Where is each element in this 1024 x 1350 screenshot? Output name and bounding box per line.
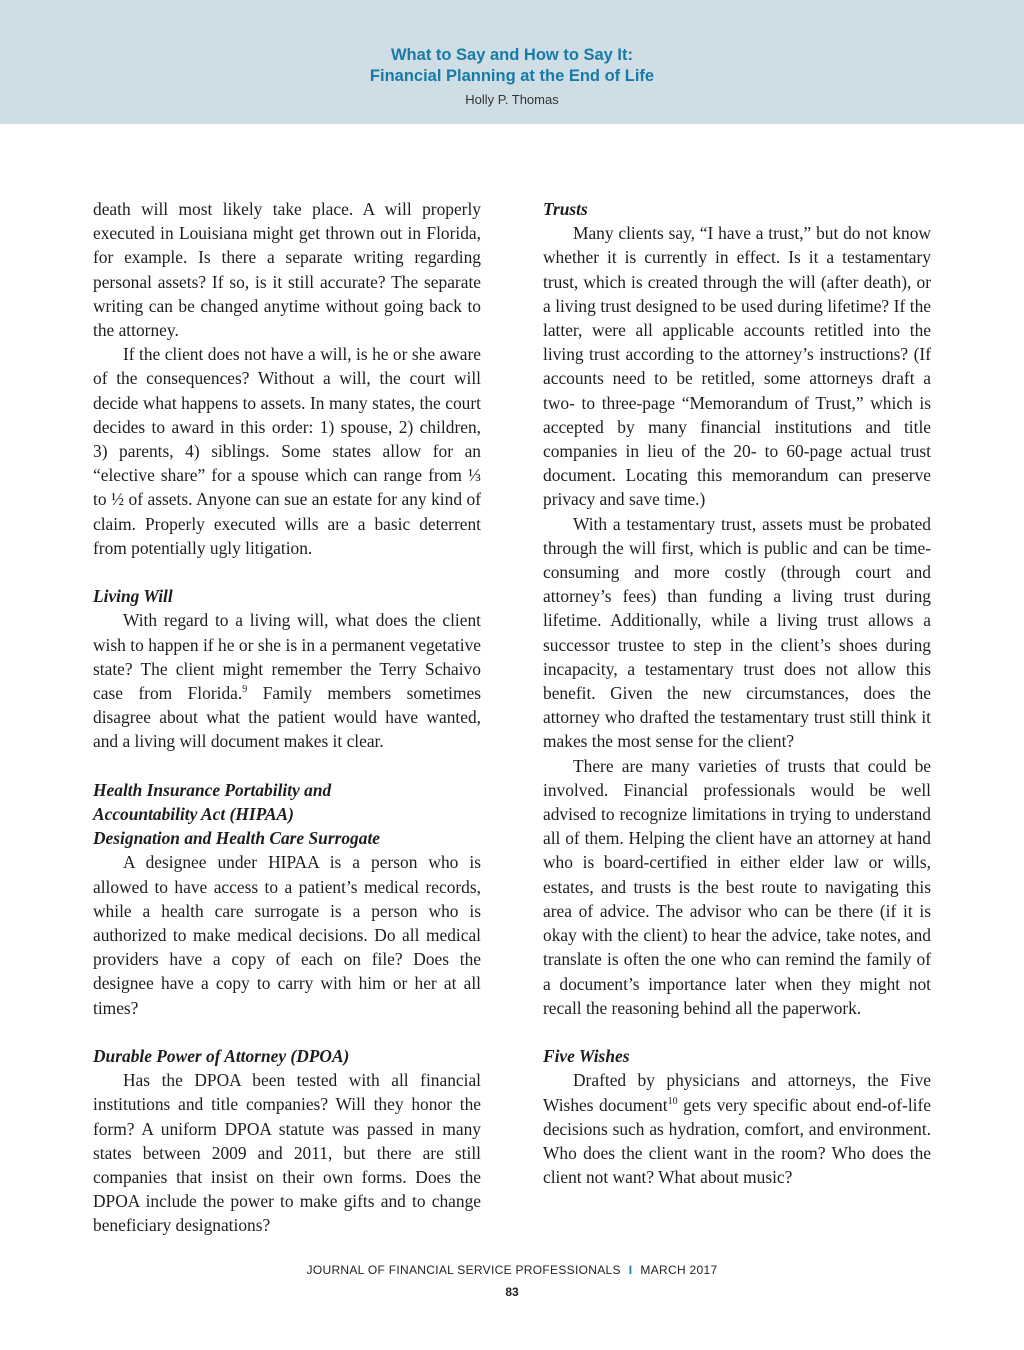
article-author: Holly P. Thomas <box>465 92 559 107</box>
trusts-paragraph-1: Many clients say, “I have a trust,” but do not know whether it is currently in effect. Is it a testamentary trust, which is created through the will (after death), or a living trust designed to be used during lifetime? If the latter, were all applicable accounts retitled into the living trust according to the attorney’s instructions? (If accounts need to be retitled, some attorneys draft a two- to three-page “Memorandum of Trust,” which is accepted by many financial institutions and title companies in lieu of the 20- to 60-page actual trust document. Locating this memorandum can preserve privacy and save time.) <box>543 223 931 510</box>
five-wishes-heading: Five Wishes <box>543 1046 630 1067</box>
hipaa-heading-line3: Designation and Health Care Surrogate <box>93 828 380 849</box>
five-wishes-paragraph: Drafted by physicians and attorneys, the Five Wishes document$^{10}$ gets very specific about end-of-life decisions such as hydration, comfort, and environment. Who does the client want in the room? Who does the client not want? What about music? <box>543 1070 931 1188</box>
footer-separator: I <box>628 1263 633 1277</box>
dpoa-heading: Durable Power of Attorney (DPOA) <box>93 1046 350 1067</box>
footer-journal-line <box>0 1263 1024 1277</box>
will-paragraph-1: death will most likely take place. A will properly executed in Louisiana might get thrown out in Florida, for example. Is there a separate writing regarding personal assets? If so, is it still accurate? The separate writing can be changed anytime without going back to the attorney. <box>93 199 481 341</box>
hipaa-heading-line2: Accountability Act (HIPAA) <box>93 804 294 825</box>
hipaa-heading-line1: Health Insurance Portability and <box>93 779 332 800</box>
trusts-paragraph-3: There are many varieties of trusts that could be involved. Financial professionals would be well advised to recognize limitations in trying to understand all of them. Helping the client have an attorney at hand who is board-certified in either elder law or wills, estates, and trusts is the best route to navigating this area of advice. The advisor who can be there (if it is okay with the client) to hear the advice, take notes, and translate is often the one who can remind the family of a document’s importance later when they might not recall the reasoning behind all the paperwork. <box>543 755 931 1018</box>
header-band <box>0 0 1024 124</box>
article-title-line2: Financial Planning at the End of Life <box>369 67 655 85</box>
will-paragraph-2: If the client does not have a will, is he or she aware of the consequences? Without a will, the court will decide what happens to assets. In many states, the court decides to award in this order: 1) spouse, 2) children, 3) parents, 4) siblings. Some states allow for an “elective share” for a spouse which can range from ⅓ to ½ of assets. Anyone can sue an estate for any kind of claim. Properly executed wills are a basic deterrent from potentially ugly litigation. <box>93 344 481 558</box>
issue-date: MARCH 2017 <box>640 1263 718 1277</box>
living-will-paragraph: With regard to a living will, what does the client wish to happen if he or she is in a permanent vegetative state? The client might remember the Terry Schaivo case from Florida.$^9$ Family members sometimes disagree about what the patient would have wanted, and a living will document makes it clear. <box>93 610 482 752</box>
living-will-heading: Living Will <box>93 586 173 607</box>
article-title-line1: What to Say and How to Say It: <box>390 46 633 64</box>
page-number: 83 <box>505 1285 519 1299</box>
left-column <box>93 197 481 1238</box>
journal-name: JOURNAL OF FINANCIAL SERVICE PROFESSIONALS <box>306 1263 621 1277</box>
trusts-heading: Trusts <box>543 199 588 219</box>
hipaa-paragraph: A designee under HIPAA is a person who is allowed to have access to a patient’s medical records, while a health care surrogate is a person who is authorized to make medical decisions. Do all medical providers have a copy of each on file? Does the designee have a copy to carry with him or her at all times? <box>93 852 481 1018</box>
footnote-9: 9 <box>242 684 248 696</box>
footnote-10: 10 <box>667 1095 678 1107</box>
trusts-paragraph-2: With a testamentary trust, assets must be probated through the will first, which is public and can be time-consuming and more costly (through court and attorney’s fees) than funding a living trust during lifetime. Additionally, while a living trust allows a successor trustee to step in the client’s shoes during incapacity, a testamentary trust does not allow this benefit. Given the new circumstances, does the attorney who drafted the testamentary trust still think it makes the most sense for the client? <box>543 513 931 752</box>
right-column <box>543 197 931 1189</box>
dpoa-paragraph: Has the DPOA been tested with all financial institutions and title companies? Will they honor the form? A uniform DPOA statute was passed in many states between 2009 and 2011, but there are still companies that insist on their own forms. Does the DPOA include the power to make gifts and to change beneficiary designations? <box>93 1070 481 1236</box>
